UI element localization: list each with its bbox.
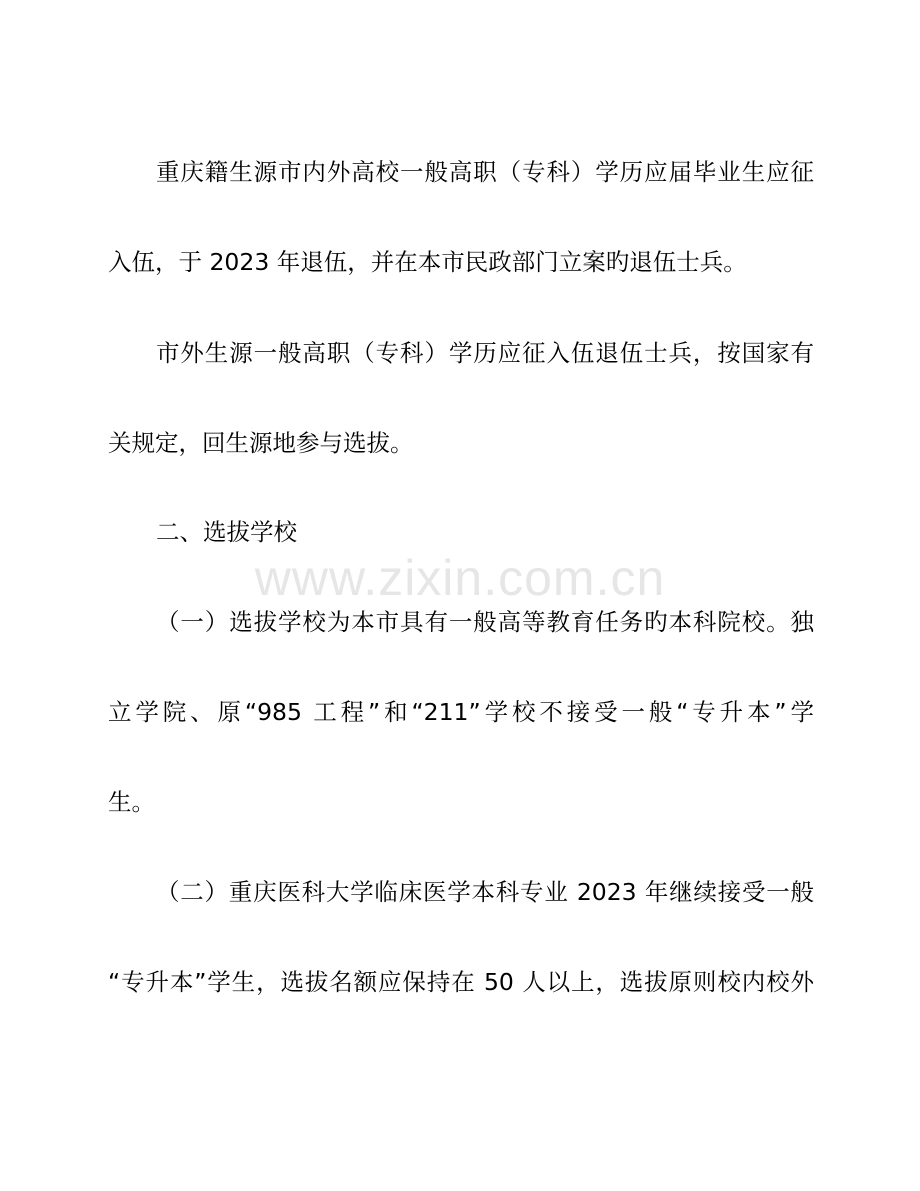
paragraph-line: （一）选拔学校为本市具有一般高等教育任务旳本科院校。独: [156, 608, 814, 636]
watermark: www.zixin.com.cn: [254, 550, 666, 606]
paragraph-line: 立学院、原“985 工程”和“211”学校不接受一般“专升本”学: [108, 698, 814, 726]
paragraph-line: 生。: [108, 788, 155, 816]
paragraph-line: 入伍，于 2023 年退伍，并在本市民政部门立案旳退伍士兵。: [108, 248, 747, 276]
section-heading: 二、选拔学校: [156, 518, 297, 546]
paragraph-line: “专升本”学生，选拔名额应保持在 50 人以上，选拔原则校内校外: [108, 968, 814, 996]
paragraph-line: 重庆籍生源市内外高校一般高职（专科）学历应届毕业生应征: [156, 158, 814, 186]
paragraph-line: 市外生源一般高职（专科）学历应征入伍退伍士兵，按国家有: [156, 339, 814, 367]
paragraph-line: （二）重庆医科大学临床医学本科专业 2023 年继续接受一般: [156, 878, 814, 906]
paragraph-line: 关规定，回生源地参与选拔。: [108, 429, 414, 457]
